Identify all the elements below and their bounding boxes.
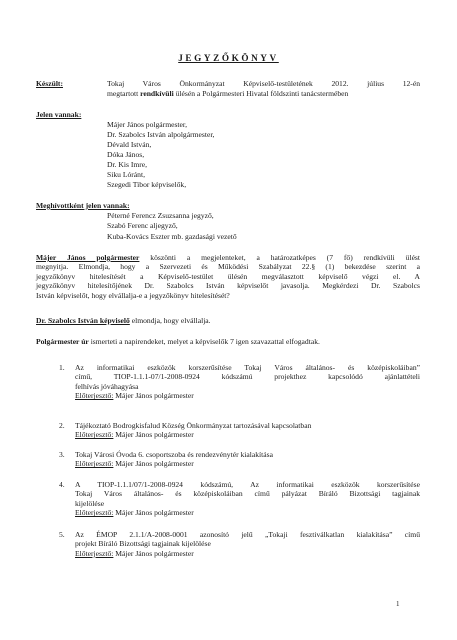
speaker-name: Polgármester úr [36,337,89,346]
paragraph-line [36,253,420,262]
agenda-item-number: 5. [59,530,65,539]
opening-paragraph [36,253,420,300]
agenda-item-body [75,363,420,401]
meghivott-name: Kuba-Kovács Eszter mb. gazdasági vezető [107,232,237,241]
agenda-item-line: Tájékoztató Bodrogkisfalud Község Önkormányzat tartozásával kapcsolatban [75,421,312,430]
agenda-item-number: 2. [59,421,65,430]
jelen-name: Siku Lóránt, [107,170,145,179]
speaker-name: Dr. Szabolcs István képviselő [36,316,130,325]
keszult-line-2-post: ülésén a Polgármesteri Hivatal földszinti tanácstermében [173,89,349,98]
speaker-name: Májer János polgármester [36,253,140,262]
keszult-line-2-pre: megtartott [107,89,141,98]
agenda-item-line: Tokaj Városi Óvoda 6. csoportszoba és rendezvénytér kialakítása [75,450,273,459]
presenter-name: Májer János polgármester [113,548,194,558]
document-title: JEGYZŐKÖNYV [178,53,279,63]
agenda-item-line: A TIOP-1.1.1/07/1-2008-0924 kódszámú, Az informatikai eszközök korszerűsítése [75,480,420,489]
presenter-label: Előterjesztő: [75,391,114,401]
agenda-item [59,480,420,522]
paragraph-line: jegyzőkönyv hitelesítését a Képviselő-testület ülésén megválasztott képviselő végzi el. A [36,271,420,281]
agenda-item-presenter [75,430,420,439]
agenda-item-number: 3. [59,450,65,459]
agenda-item-line: című, TIOP-1.1.1-07/1-2008-0924 kódszámú projekthez kapcsolódó ajánlattételi [75,372,420,382]
keszult-line-2 [107,89,348,98]
keszult-line-1: Tokaj Város Önkormányzat Képviselő-testületének 2012. július 12-én [107,79,420,88]
agenda-item-line: Az informatikai eszközök korszerűsítése Tokaj Város általános- és középiskoláiban” [75,363,420,372]
agenda-item [59,363,420,413]
paragraph-line: megnyitja. Elmondja, hogy a Szervezeti és Működési Szabályzat 22.§ (1) bekezdése szerint a [36,262,420,272]
presenter-name: Májer János polgármester [113,459,194,469]
presenter-label: Előterjesztő: [75,430,114,440]
jelen-name: Dr. Szabolcs István alpolgármester, [107,130,215,139]
agenda-item-line: kijelölése [75,498,105,508]
paragraph-text: köszönti a megjelenteket, a határozatképes (7 fő) rendkívüli ülést [139,253,420,262]
presenter-name: Májer János polgármester [113,391,194,401]
agenda-item-presenter [75,459,420,468]
jelen-name: Dr. Kis Imre, [107,160,148,169]
agenda-item-presenter [75,508,420,517]
agenda-item-line: Tokaj Város általános- és középiskoláiban című pályázat Bíráló Bizottsági tagjainak [75,489,420,499]
agenda-item [59,421,420,443]
paragraph-line: István képviselőt, hogy elvállalja-e a jegyzőkönyv hitelesítését? [36,290,230,300]
presenter-name: Májer János polgármester [113,430,194,440]
agenda-item-line: felhívás jóváhagyása [75,381,139,391]
paragraph-text: ismerteti a napirendeket, melyet a képviselők 7 igen szavazattal elfogadtak. [88,337,320,346]
agenda-item-line: Az ÉMOP 2.1.1/A-2008-0001 azonosító jelű „Tokaji fesztiválkatlan kialakítása” című [75,530,420,539]
agenda-item [59,450,420,472]
jelen-name: Dóka János, [107,150,145,159]
presenter-label: Előterjesztő: [75,508,114,518]
agenda-intro-paragraph [36,337,320,346]
jelen-name: Májer János polgármester, [107,120,188,129]
agenda-item-body [75,530,420,558]
jelen-label: Jelen vannak: [36,110,82,119]
agenda-item-number: 1. [59,363,65,372]
meghivott-name: Péterné Ferencz Zsuzsanna jegyző, [107,211,214,220]
meghivott-label: Meghívottként jelen vannak: [36,201,130,210]
agenda-item-number: 4. [59,480,65,489]
jelen-name: Dévald István, [107,140,152,149]
agenda-item-presenter [75,549,420,558]
presenter-label: Előterjesztő: [75,548,114,558]
agenda-item [59,530,420,562]
page-number: 1 [396,600,400,608]
keszult-line-2-bold: rendkívüli [140,89,174,98]
agenda-item-body [75,480,420,518]
paragraph-text: elmondja, hogy elvállalja. [129,316,211,325]
agenda-item-presenter [75,391,420,400]
presenter-label: Előterjesztő: [75,459,114,469]
paragraph-line: jegyzőkönyv hitelesítőjének Dr. Szabolcs István képviselőt javasolja. Megkérdezi Dr. Szabolcs [36,281,420,291]
jelen-name: Szegedi Tibor képviselők, [107,180,187,189]
acceptance-paragraph [36,316,211,325]
agenda-item-line: projekt Bíráló Bizottsági tagjainak kijelölése [75,539,211,549]
meghivott-name: Szabó Ferenc aljegyző, [107,221,178,230]
presenter-name: Májer János polgármester [113,508,194,518]
keszult-label: Készült: [36,79,63,88]
agenda-item-body [75,421,420,440]
agenda-item-body [75,450,420,469]
